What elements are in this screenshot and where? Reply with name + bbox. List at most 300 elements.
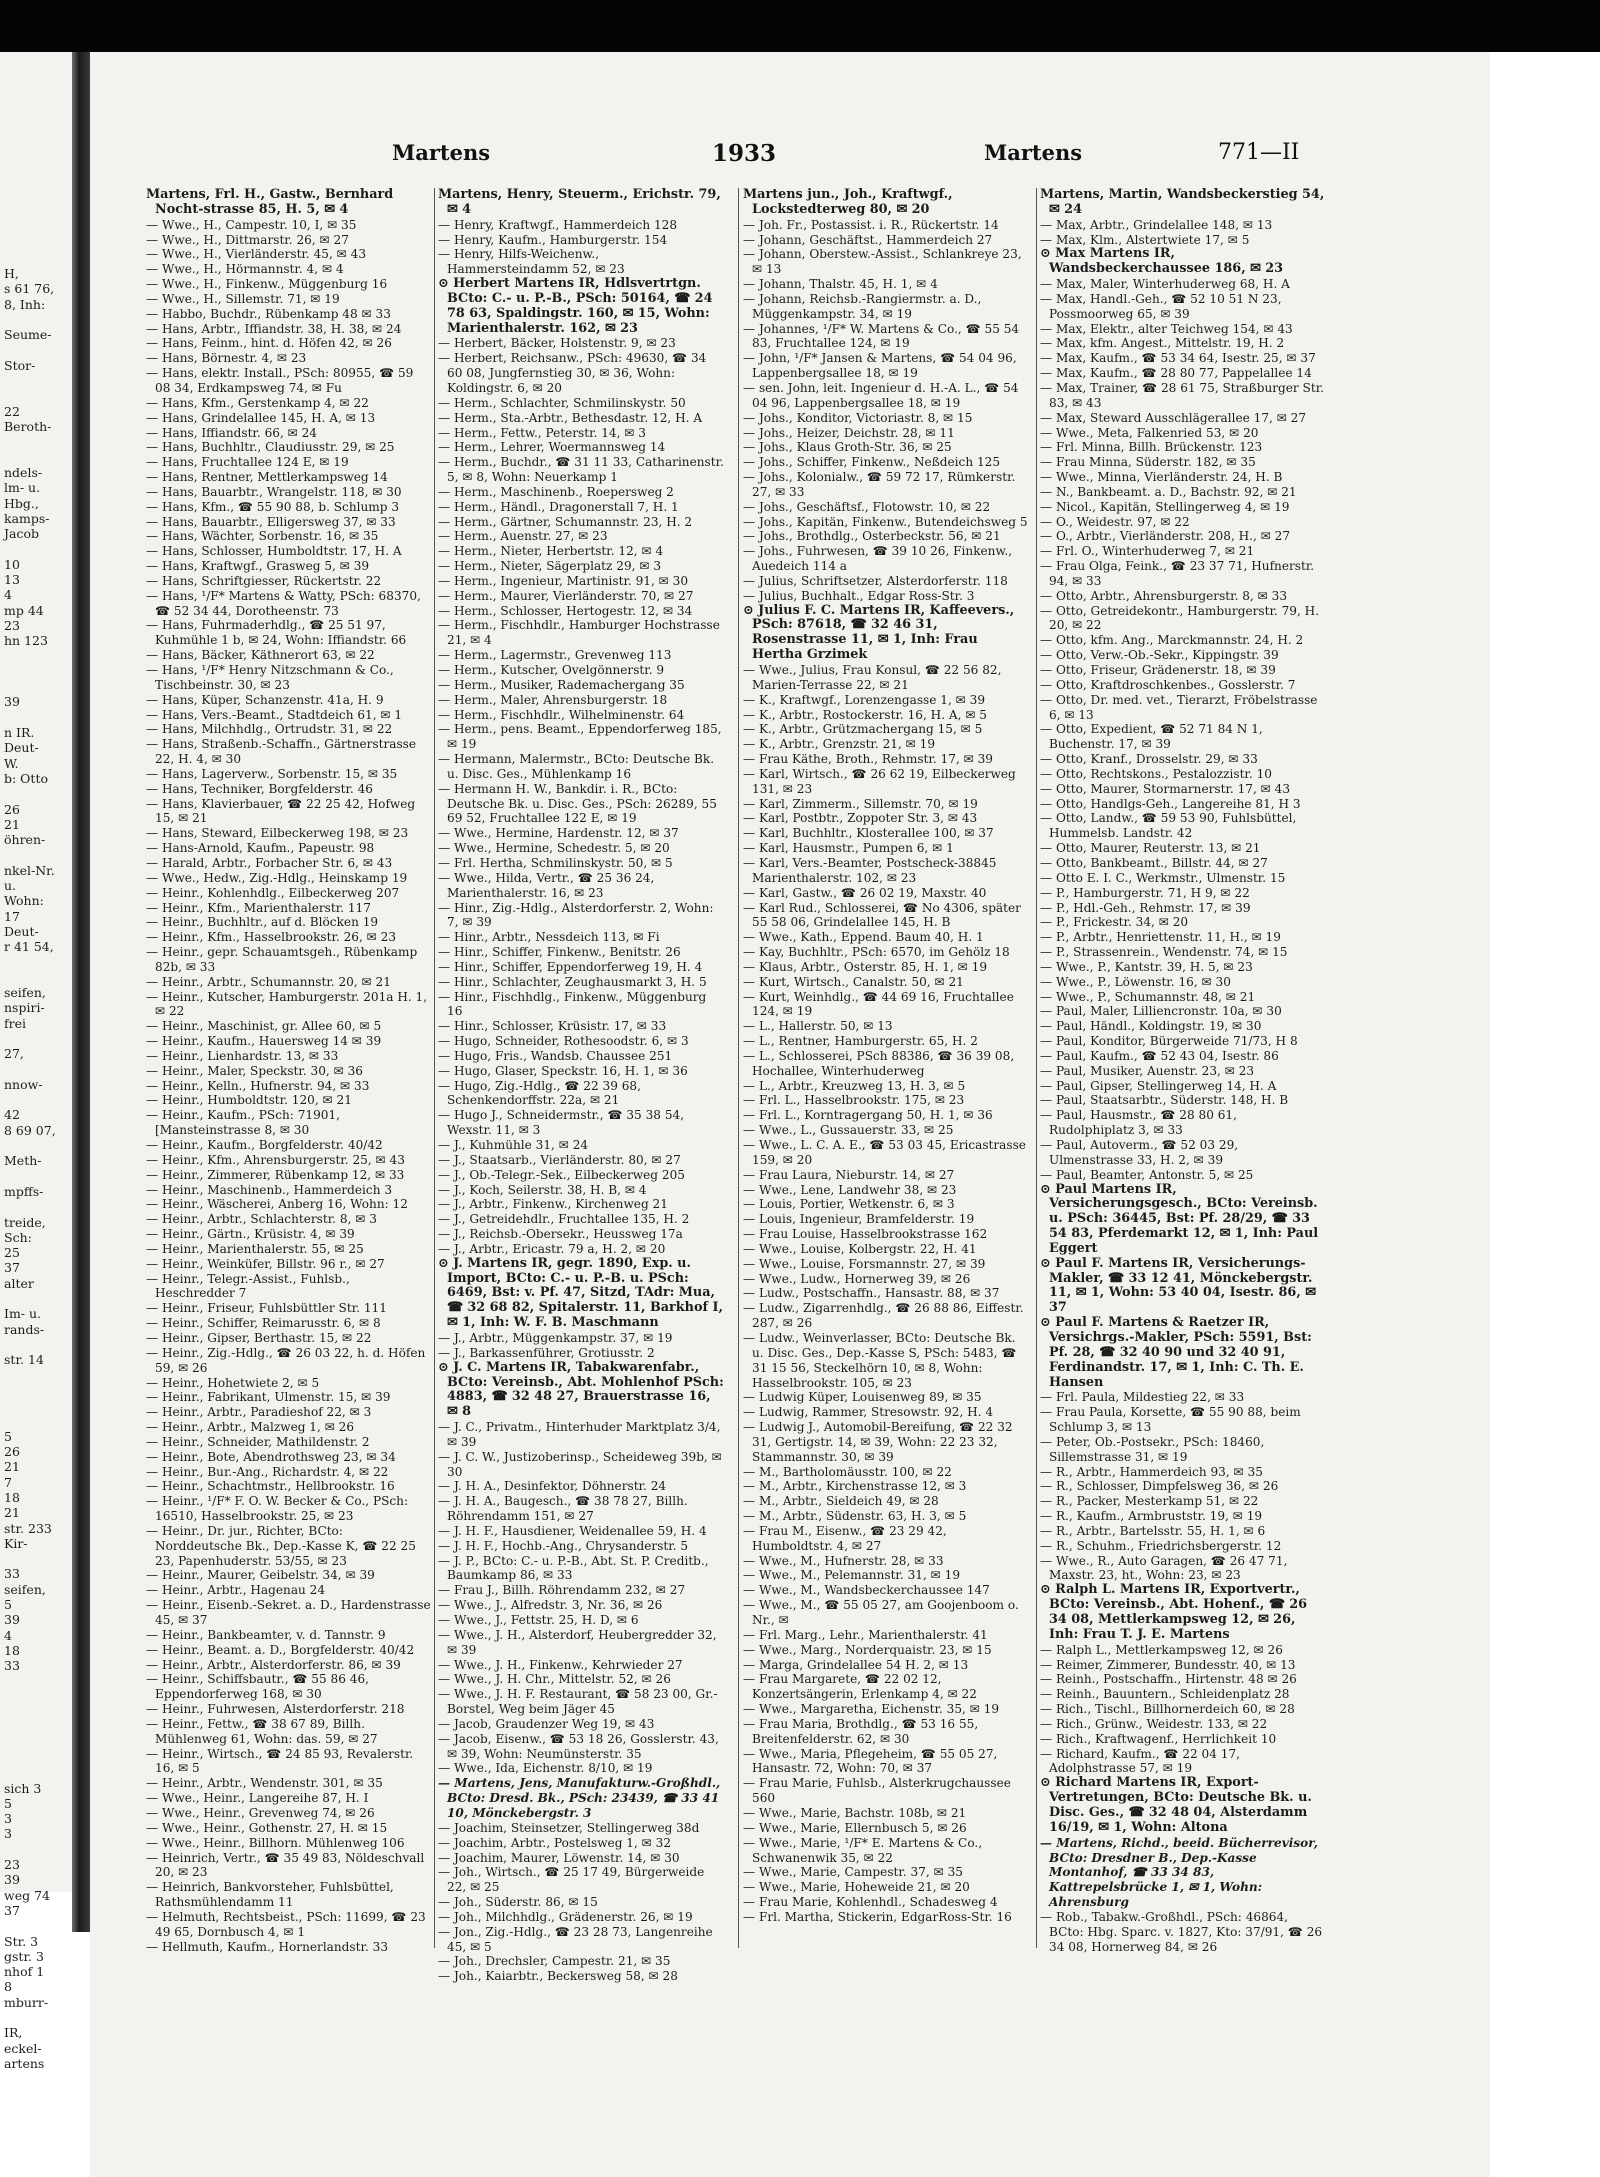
facing-page-text [0,1704,72,1719]
directory-entry: — J., Arbtr., Ericastr. 79 a, H. 2, ✉ 20 [438,1241,666,1256]
directory-entry: — Herbert, Bäcker, Holstenstr. 9, ✉ 23 [438,336,676,351]
facing-page-text [0,159,72,174]
facing-page-text: 23 [4,1857,20,1873]
directory-entry: — Frau Olga, Feink., ☎ 23 37 71, Hufnerstr. 94, ✉ 33 [1040,559,1315,588]
directory-entry: — Hans, Wächter, Sorbenstr. 16, ✉ 35 [146,529,379,544]
directory-entry: — Jacob, Eisenw., ☎ 53 18 26, Gosslerstr. 43, ✉ 39, Wohn: Neumünsterstr. 35 [438,1731,719,1761]
directory-entry: — Herm., Musiker, Rademachergang 35 [438,677,685,692]
directory-entry: — Wwe., Louise, Kolbergstr. 22, H. 41 [743,1241,977,1256]
facing-page-text: mp 44 [4,602,44,618]
directory-entry: — Heinr., Schiffer, Reimarusstr. 6, ✉ 8 [146,1316,381,1331]
directory-entry: — Joachim, Steinsetzer, Stellingerweg 38d [438,1820,700,1835]
facing-page-text [0,1291,72,1306]
directory-entry: — Hans, ¹/F* Henry Nitzschmann & Co., Tischbeinstr. 30, ✉ 23 [146,663,394,692]
directory-entry: — Frl. Minna, Billh. Brückenstr. 123 [1040,440,1263,455]
directory-entry: — Hans, Rentner, Mettlerkampsweg 14 [146,470,388,485]
directory-entry: — Heinr., Kaufm., Borgfelderstr. 40/42 [146,1138,383,1152]
directory-entry: — Frau Minna, Süderstr. 182, ✉ 35 [1040,455,1256,470]
directory-entry: — Hans, Küper, Schanzenstr. 41a, H. 9 [146,692,384,707]
directory-entry: — Wwe., Ludw., Hornerweg 39, ✉ 26 [743,1271,971,1286]
directory-entry: — Herm., Auenstr. 27, ✉ 23 [438,529,608,544]
directory-entry: — Paul, Gipser, Stellingerweg 14, H. A [1040,1078,1277,1093]
directory-entry: — Heinr., Buchhltr., auf d. Blöcken 19 [146,915,379,930]
directory-entry: — Max, Handl.-Geh., ☎ 52 10 51 N 23, Possmoorweg 65, ✉ 39 [1040,291,1282,321]
facing-page-text: str. 233 [4,1520,52,1536]
facing-page-fragment [0,52,72,2071]
directory-entry: — Karl, Gastw., ☎ 26 02 19, Maxstr. 40 [743,885,987,900]
directory-entry: — Frau Marie, Kohlenhdl., Schadesweg 4 [743,1895,998,1910]
directory-entry: — K., Arbtr., Grützmachergang 15, ✉ 5 [743,722,983,737]
directory-entry: — Wwe., H., Campestr. 10, I, ✉ 35 [146,217,357,232]
facing-page-text [0,1337,72,1352]
facing-page-text: rands- [4,1321,45,1337]
directory-entry: — Hugo, Glaser, Speckstr. 16, H. 1, ✉ 36 [438,1063,688,1078]
directory-entry: — Wwe., H., Dittmarstr. 26, ✉ 27 [146,232,349,247]
directory-entry: — Ludw., Zigarrenhdlg., ☎ 26 88 86, Eiffestr. 287, ✉ 26 [743,1301,1024,1331]
facing-page-text: Deut- [4,923,39,939]
directory-entry: — Joh., Süderstr. 86, ✉ 15 [438,1895,598,1910]
directory-entry: — L., Arbtr., Kreuzweg 13, H. 3, ✉ 5 [743,1078,966,1093]
page-number: 771—II [1218,140,1300,165]
facing-page-text [0,190,72,205]
directory-entry: — J., Koch, Seilerstr. 38, H. B, ✉ 4 [438,1182,647,1197]
column-2 [438,187,724,1984]
directory-entry: — Reinh., Bauuntern., Schleidenplatz 28 [1040,1687,1290,1702]
directory-entry: — Hans, Vers.-Beamt., Stadtdeich 61, ✉ 1 [146,707,403,722]
directory-entry: — J. P., BCto: C.- u. P.-B., Abt. St. P. Creditb., Baumkamp 86, ✉ 33 [438,1553,709,1583]
directory-entry: — Heinr., Kaufm., PSch: 71901, [Mansteinstrasse 8, ✉ 30 [146,1108,341,1138]
directory-entry: ⊙ Paul F. Martens & Raetzer IR, Versichrgs.-Makler, PSch: 5591, Bst: Pf. 28, ☎ 32 40 90 und 32 40 91, Ferdinandstr. 17, ✉ 1, Inh: C. Th. E. Hansen [1040,1315,1312,1390]
directory-entry: — Habbo, Buchdr., Rübenkamp 48 ✉ 33 [146,306,391,321]
directory-entry: — Johs., Brothdlg., Osterbeckstr. 56, ✉ 21 [743,529,1001,544]
facing-page-text [0,542,72,557]
directory-entry: — O., Arbtr., Vierländerstr. 208, H., ✉ 27 [1040,529,1291,544]
directory-entry: — Heinr., Hohetwiete 2, ✉ 5 [146,1375,320,1390]
directory-entry: — Herm., Schlosser, Hertogestr. 12, ✉ 34 [438,603,693,618]
facing-page-text: 10 [4,556,20,572]
directory-entry: — Ludwig J., Automobil-Bereifung, ☎ 22 32 31, Gertigstr. 14, ✉ 39, Wohn: 22 23 32, Stammannstr. 30, ✉ 39 [743,1420,1013,1464]
directory-entry: — Johs., Geschäftsf., Flotowstr. 10, ✉ 22 [743,499,991,514]
directory-entry: — Hugo, Zig.-Hdlg., ☎ 22 39 68, Schenkendorffstr. 22a, ✉ 21 [438,1078,641,1108]
facing-page-text [0,1138,72,1153]
directory-entry: — Frau Maria, Brothdlg., ☎ 53 16 55, Breitenfelderstr. 62, ✉ 30 [743,1716,979,1746]
directory-entry: — Heinr., Schiffsbautr., ☎ 55 86 46, Eppendorferweg 168, ✉ 30 [146,1672,369,1702]
facing-page-text [0,1918,72,1933]
directory-entry: — Wwe., Meta, Falkenried 53, ✉ 20 [1040,425,1259,440]
directory-entry: — Frl. O., Winterhuderweg 7, ✉ 21 [1040,544,1255,559]
directory-entry: — Wwe., P., Schumannstr. 48, ✉ 21 [1040,989,1256,1004]
directory-entry: — Joh. Fr., Postassist. i. R., Rückertstr. 14 [743,217,999,232]
facing-page-text: mburr- [4,1994,49,2010]
directory-entry: — J. H. A., Desinfektor, Döhnerstr. 24 [438,1479,667,1494]
directory-entry: Martens, Henry, Steuerm., Erichstr. 79, ✉ 4 [438,187,721,217]
directory-entry: — K., Kraftwgf., Lorenzengasse 1, ✉ 39 [743,692,986,707]
directory-entry: — R., Kaufm., Armbruststr. 19, ✉ 19 [1040,1509,1263,1524]
facing-page-text: 39 [4,694,20,710]
directory-entry: — Hans, Schlosser, Humboldtstr. 17, H. A [146,544,402,559]
directory-entry: — Rich., Kraftwagenf., Herrlichkeit 10 [1040,1731,1277,1746]
directory-entry: — Heinr., Arbtr., Wendenstr. 301, ✉ 35 [146,1776,383,1791]
directory-entry: — L., Rentner, Hamburgerstr. 65, H. 2 [743,1034,978,1049]
facing-page-text: Beroth- [4,419,52,435]
directory-entry: — Hinr., Schiffer, Finkenw., Benitstr. 26 [438,945,681,960]
directory-entry: — Kurt, Weinhdlg., ☎ 44 69 16, Fruchtallee 124, ✉ 19 [743,989,1014,1019]
directory-entry: — Johann, Oberstew.-Assist., Schlankreye 23, ✉ 13 [743,247,1022,277]
directory-entry: — Hans, Kfm., Gerstenkamp 4, ✉ 22 [146,395,369,410]
column-rule [1036,188,1037,1948]
directory-entry: — Herm., Gärtner, Schumannstr. 23, H. 2 [438,514,693,529]
directory-entry: Martens jun., Joh., Kraftwgf., Lockstedterweg 80, ✉ 20 [743,187,953,217]
directory-entry: — Karl Rud., Schlosserei, ☎ No 4306, später 55 58 06, Grindelallee 145, H. B [743,900,1021,930]
directory-entry: — Jon., Zig.-Hdlg., ☎ 23 28 73, Langenreihe 45, ✉ 5 [438,1924,713,1954]
facing-page-text: 8, Inh: [4,296,46,312]
directory-entry: — Heinr., ¹/F* F. O. W. Becker & Co., PSch: 16510, Hasselbrookstr. 25, ✉ 23 [146,1494,409,1524]
facing-page-text: alter [4,1275,34,1291]
directory-entry: — Heinr., Kfm., Marienthalerstr. 117 [146,900,371,915]
directory-entry: — Wwe., M., ☎ 55 05 27, am Goojenboom o. Nr., ✉ [743,1598,1019,1627]
directory-entry: — Paul, Konditor, Bürgerweide 71/73, H 8 [1040,1034,1298,1049]
facing-page-text: 4 [4,587,12,603]
directory-entry: — Otto, Handlgs-Geh., Langereihe 81, H 3 [1040,796,1301,811]
directory-entry: — Frau M., Eisenw., ☎ 23 29 42, Humboldtstr. 4, ✉ 27 [743,1523,947,1553]
directory-entry: — Herm., Schlachter, Schmilinskystr. 50 [438,395,686,410]
directory-entry: — Heinr., Kaufm., Hauersweg 14 ✉ 39 [146,1034,382,1049]
directory-entry: — Hans, Fuhrmaderhdlg., ☎ 25 51 97, Kuhmühle 1 b, ✉ 24, Wohn: Iffiandstr. 66 [146,618,407,648]
page-header [392,140,1312,170]
facing-page-text [0,1551,72,1566]
directory-entry: Martens, Frl. H., Gastw., Bernhard Nocht-strasse 85, H. 5, ✉ 4 [146,187,394,217]
directory-entry: — Otto, Bankbeamt., Billstr. 44, ✉ 27 [1040,855,1268,870]
directory-entry: — J. H. F., Hochb.-Ang., Chrysanderstr. 5 [438,1538,689,1553]
directory-entry: — Heinr., Kelln., Hufnerstr. 94, ✉ 33 [146,1078,370,1093]
facing-page-text [0,220,72,235]
directory-entry: — Hans, Kraftwgf., Grasweg 5, ✉ 39 [146,559,370,574]
directory-entry: ⊙ Herbert Martens IR, Hdlsvertrtgn. BCto: C.- u. P.-B., PSch: 50164, ☎ 24 78 63, Spaldingstr. 160, ✉ 15, Wohn: Marienthalerstr. 162, ✉ 23 [438,276,713,336]
directory-entry: — M., Arbtr., Südenstr. 63, H. 3, ✉ 5 [743,1509,967,1524]
directory-entry: — Heinr., Bote, Abendrothsweg 23, ✉ 34 [146,1449,396,1464]
directory-entry: — Heinr., Dr. jur., Richter, BCto: Norddeutsche Bk., Dep.-Kasse K, ☎ 22 25 23, Papenhuderstr. 53/55, ✉ 23 [146,1523,416,1568]
directory-entry: — Rich., Grünw., Weidestr. 133, ✉ 22 [1040,1716,1268,1731]
directory-entry: — Karl, Vers.-Beamter, Postscheck-38845 Marienthalerstr. 102, ✉ 23 [743,855,997,885]
directory-entry: — Frl. Marg., Lehr., Marienthalerstr. 41 [743,1627,988,1642]
facing-page-text: n IR. [4,725,35,741]
directory-entry: — Frau Margarete, ☎ 22 02 12, Konzertsängerin, Erlenkamp 4, ✉ 22 [743,1672,977,1702]
directory-entry: — Heinr., Maschinist, gr. Allee 60, ✉ 5 [146,1019,382,1034]
facing-page-text: öhren- [4,832,46,848]
directory-entry: — Hans, elektr. Install., PSch: 80955, ☎ 59 08 34, Erdkampsweg 74, ✉ Fu [146,366,414,395]
facing-page-text: 27, [4,1046,24,1062]
facing-page-text: Str. 3 [4,1933,39,1949]
directory-entry: — Marga, Grindelallee 54 H. 2, ✉ 13 [743,1657,969,1672]
directory-entry: — Frau Marie, Fuhlsb., Alsterkrugchaussee 560 [743,1776,1011,1806]
directory-entry: — Heinr., Wirtsch., ☎ 24 85 93, Revalerstr. 16, ✉ 5 [146,1746,414,1776]
directory-entry: — Wwe., J. H., Alsterdorf, Heubergredder 32, ✉ 39 [438,1627,717,1657]
facing-page-text: artens [4,2055,45,2071]
directory-entry: — Wwe., Heinr., Langereihe 87, H. I [146,1791,369,1806]
directory-entry: — Reinh., Postschaffn., Hirtenstr. 48 ✉ 26 [1040,1672,1297,1687]
facing-page-text [0,1689,72,1704]
facing-page-text: 5 [4,1795,12,1811]
facing-page-text [0,312,72,327]
directory-entry: — J., Arbtr., Finkenw., Kirchenweg 21 [438,1197,668,1212]
directory-entry: — Henry, Hilfs-Weichenw., Hammersteindamm 52, ✉ 23 [438,247,625,277]
facing-page-text [0,970,72,985]
directory-entry: — J. C., Privatm., Hinterhuder Marktplatz 3/4, ✉ 39 [438,1420,721,1449]
facing-page-text: gstr. 3 [4,1948,44,1964]
directory-entry: — Peter, Ob.-Postsekr., PSch: 18460, Sillemstrasse 31, ✉ 19 [1040,1434,1265,1464]
directory-entry: — Heinr., Telegr.-Assist., Fuhlsb., Heschredder 7 [146,1271,350,1301]
facing-page-text [0,1398,72,1413]
directory-entry: — Max, kfm. Angest., Mittelstr. 19, H. 2 [1040,336,1285,351]
facing-page-text [0,389,72,404]
directory-entry: ⊙ Richard Martens IR, Export-Vertretungen, BCto: Deutsche Bk. u. Disc. Ges., ☎ 32 48 04, Alsterdamm 16/19, ✉ 1, Wohn: Altona [1040,1775,1312,1835]
directory-entry: — Paul, Musiker, Auenstr. 23, ✉ 23 [1040,1063,1255,1078]
directory-entry: — Hinr., Fischhdlg., Finkenw., Müggenburg 16 [438,989,707,1019]
facing-page-text: 18 [4,1642,20,1658]
directory-entry: — Hans, ¹/F* Martens & Watty, PSch: 68370, ☎ 52 34 44, Dorotheenstr. 73 [146,588,421,618]
directory-entry: — R., Arbtr., Hammerdeich 93, ✉ 35 [1040,1464,1263,1479]
facing-page-text: 17 [4,908,20,924]
facing-page-text: b: Otto [4,770,49,786]
facing-page-text [0,98,72,113]
directory-entry: — Herm., Nieter, Sägerplatz 29, ✉ 3 [438,559,662,574]
facing-page-text [0,1199,72,1214]
directory-entry: — Rich., Tischl., Billhornerdeich 60, ✉ 28 [1040,1702,1295,1717]
facing-page-text: Kir- [4,1535,28,1551]
directory-entry: — Otto, Kranf., Drosselstr. 29, ✉ 33 [1040,752,1258,767]
directory-entry: — Herm., Maschinenb., Roepersweg 2 [438,484,674,499]
directory-entry: — Heinrich, Bankvorsteher, Fuhlsbüttel, Rathsmühlendamm 11 [146,1880,394,1910]
directory-entry: — John, ¹/F* Jansen & Martens, ☎ 54 04 96, Lappenbergsallee 18, ✉ 19 [743,351,1017,381]
facing-page-text: 33 [4,1566,20,1582]
directory-entry: — Joh., Milchhdlg., Grädenerstr. 26, ✉ 19 [438,1909,693,1924]
facing-page-text [0,343,72,358]
directory-entry: — Wwe., Lene, Landwehr 38, ✉ 23 [743,1182,957,1197]
directory-entry: — Heinr., Bankbeamter, v. d. Tannstr. 9 [146,1627,386,1642]
facing-page-text: Deut- [4,740,39,756]
directory-entry: — Hinr., Schlosser, Krüsistr. 17, ✉ 33 [438,1019,667,1034]
directory-entry: — J., Kuhmühle 31, ✉ 24 [438,1138,589,1152]
facing-page-text [0,113,72,128]
directory-entry: — Herm., Kutscher, Ovelgönnerstr. 9 [438,663,665,677]
directory-entry: — Hans, Techniker, Borgfelderstr. 46 [146,781,373,796]
facing-page-text: Hbg., [4,495,39,511]
directory-entry: — Wwe., Marie, Campestr. 37, ✉ 35 [743,1865,963,1880]
directory-entry: — Wwe., J. H., Finkenw., Kehrwieder 27 [438,1657,683,1672]
directory-entry: — Wwe., Minna, Vierländerstr. 24, H. B [1040,470,1283,485]
directory-entry: — Hans, Bäcker, Käthnerort 63, ✉ 22 [146,648,375,663]
directory-entry: — P., Hamburgerstr. 71, H 9, ✉ 22 [1040,885,1250,900]
directory-entry: — Otto, Maurer, Stormarnerstr. 17, ✉ 43 [1040,781,1291,796]
directory-entry: — Johs., Fuhrwesen, ☎ 39 10 26, Finkenw., Auedeich 114 a [743,544,1013,574]
directory-entry: — Wwe., H., Hörmannstr. 4, ✉ 4 [146,262,344,277]
directory-entry: — Louis, Portier, Wetkenstr. 6, ✉ 3 [743,1197,955,1212]
directory-entry: — Wwe., M., Wandsbeckerchaussee 147 [743,1583,990,1598]
directory-entry: — Hans, Bauarbtr., Elligersweg 37, ✉ 33 [146,514,396,529]
directory-entry: — Heinr., gepr. Schauamtsgeh., Rübenkamp 82b, ✉ 33 [146,945,418,974]
directory-entry: — J., Staatsarb., Vierländerstr. 80, ✉ 27 [438,1152,681,1167]
facing-page-text: 8 [4,1979,12,1995]
facing-page-text [0,1735,72,1750]
facing-page-text [0,2010,72,2025]
directory-entry: — Heinr., Arbtr., Schlachterstr. 8, ✉ 3 [146,1212,377,1227]
facing-page-text [0,128,72,143]
directory-entry: — Otto, Dr. med. vet., Tierarzt, Fröbelstrasse 6, ✉ 13 [1040,692,1318,722]
directory-entry: — Karl, Postbtr., Zoppoter Str. 3, ✉ 43 [743,811,978,826]
facing-page-text: 39 [4,1872,20,1888]
directory-entry: — P., Strassenrein., Wendenstr. 74, ✉ 15 [1040,945,1288,960]
directory-entry: — Heinr., Gipser, Berthastr. 15, ✉ 22 [146,1330,372,1345]
directory-entry: — Hans, Schriftgiesser, Rückertstr. 22 [146,573,382,588]
facing-page-text [0,1750,72,1765]
directory-entry: — Wwe., H., Sillemstr. 71, ✉ 19 [146,291,340,306]
directory-entry: — J., Reichsb.-Obersekr., Heussweg 17a [438,1227,683,1242]
directory-entry: — Frau Laura, Nieburstr. 14, ✉ 27 [743,1167,955,1182]
directory-entry: — Wwe., L., Gussauerstr. 33, ✉ 25 [743,1123,954,1138]
directory-entry: — Heinr., Maschinenb., Hammerdeich 3 [146,1182,393,1197]
directory-entry: ⊙ Paul Martens IR, Versicherungsgesch., BCto: Vereinsb. u. PSch: 36445, Bst: Pf. 28/29, ☎ 33 54 83, Pferdemarkt 12, ✉ 1, Inh: Paul Eggert [1040,1181,1319,1256]
directory-entry: — Hans, Milchhdlg., Ortrudstr. 31, ✉ 22 [146,722,393,737]
directory-entry: — N., Bankbeamt. a. D., Bachstr. 92, ✉ 21 [1040,484,1297,499]
facing-page-text [0,373,72,388]
facing-page-text: 33 [4,1658,20,1674]
directory-entry: — Wwe., H., Vierländerstr. 45, ✉ 43 [146,247,367,262]
facing-page-text [0,1169,72,1184]
facing-page-text: 21 [4,1459,20,1475]
directory-entry: — Herbert, Reichsanw., PSch: 49630, ☎ 34 60 08, Jungfernstieg 30, ✉ 36, Wohn: Koldingstr. 6, ✉ 20 [438,351,707,395]
directory-entry: — Ludw., Postschaffn., Hansastr. 88, ✉ 37 [743,1286,1000,1301]
directory-entry: — Wwe., Heinr., Billhorn. Mühlenweg 106 [146,1835,405,1850]
directory-entry: — Heinr., Arbtr., Paradieshof 22, ✉ 3 [146,1405,372,1420]
facing-page-text: IR, [4,2025,23,2041]
scan-border [0,0,1600,52]
directory-entry: — Johs., Schiffer, Finkenw., Neßdeich 125 [743,455,1001,470]
facing-page-text [0,664,72,679]
facing-page-text: seifen, [4,985,46,1001]
directory-entry: — Otto, Arbtr., Ahrensburgerstr. 8, ✉ 33 [1040,588,1288,603]
facing-page-text [0,450,72,465]
directory-entry: — Wwe., Marie, Bachstr. 108b, ✉ 21 [743,1805,967,1820]
directory-entry: — Johs., Kapitän, Finkenw., Butendeichsweg 5 [743,514,1028,529]
directory-entry: — Johannes, ¹/F* W. Martens & Co., ☎ 55 54 83, Fruchtallee 124, ✉ 19 [743,321,1020,351]
directory-entry: — Wwe., M., Pelemannstr. 31, ✉ 19 [743,1568,961,1583]
directory-entry: — Herm., Ingenieur, Martinistr. 91, ✉ 30 [438,573,689,588]
facing-page-text: Wohn: [4,893,44,909]
directory-entry: — Karl, Hausmstr., Pumpen 6, ✉ 1 [743,841,954,856]
directory-entry: — Heinr., Beamt. a. D., Borgfelderstr. 40/42 [146,1642,415,1657]
facing-page-text: 22 [4,403,20,419]
directory-entry: — Johann, Reichsb.-Rangiermstr. a. D., Müggenkampstr. 34, ✉ 19 [743,291,982,321]
directory-entry: — Hans, Börnestr. 4, ✉ 23 [146,351,307,366]
directory-entry: — Hans, Buchhltr., Claudiusstr. 29, ✉ 25 [146,440,395,455]
directory-entry: — Wwe., J. H. F. Restaurant, ☎ 58 23 00, Gr.-Borstel, Weg beim Jäger 45 [438,1687,718,1717]
directory-entry: — Wwe., Hermine, Hardenstr. 12, ✉ 37 [438,826,679,841]
facing-page-text [0,955,72,970]
facing-page-text: 3 [4,1811,12,1827]
facing-page-text [0,649,72,664]
facing-page-text: kamps- [4,510,50,526]
directory-entry: — Johs., Klaus Groth-Str. 36, ✉ 25 [743,440,952,455]
facing-page-text: W. [4,755,19,771]
directory-entry: — Paul, Staatsarbtr., Süderstr. 148, H. B [1040,1093,1289,1108]
directory-entry: — Herm., Fischhdlr., Wilhelminenstr. 64 [438,707,685,722]
facing-page-text [0,236,72,251]
directory-entry: — Hans-Arnold, Kaufm., Papeustr. 98 [146,841,375,856]
directory-entry: — Richard, Kaufm., ☎ 22 04 17, Adolphstrasse 57, ✉ 19 [1040,1746,1241,1776]
directory-entry: — Frl. L., Korntragergang 50, H. 1, ✉ 36 [743,1108,993,1123]
directory-entry: — Heinr., Zimmerer, Rübenkamp 12, ✉ 33 [146,1167,405,1182]
facing-page-text: 26 [4,801,20,817]
directory-entry: — Hans, Bauarbtr., Wrangelstr. 118, ✉ 30 [146,484,402,499]
directory-entry: — J. H. A., Baugesch., ☎ 38 78 27, Billh. Röhrendamm 151, ✉ 27 [438,1494,688,1524]
column-4 [1040,188,1326,1958]
directory-entry: — Wwe., Marie, Ellernbusch 5, ✉ 26 [743,1820,967,1835]
facing-page-text: Stor- [4,357,36,373]
directory-entry: — J., Getreidehdlr., Fruchtallee 135, H. 2 [438,1212,690,1227]
directory-entry: — Kay, Buchhltr., PSch: 6570, im Gehölz 18 [743,945,1010,960]
directory-entry: — Julius, Buchhalt., Edgar Ross-Str. 3 [743,588,975,603]
directory-entry: — Johs., Heizer, Deichstr. 28, ✉ 11 [743,425,955,440]
directory-entry: — Max, Klm., Alstertwiete 17, ✉ 5 [1040,232,1250,247]
directory-entry: — Herm., Lagermstr., Grevenweg 113 [438,648,672,663]
directory-entry: — Hermann H. W., Bankdir. i. R., BCto: Deutsche Bk. u. Disc. Ges., PSch: 26289, 55 69 52, Fruchtallee 122 E, ✉ 19 [438,781,717,826]
facing-page-text [0,205,72,220]
facing-page-text: ndels- [4,465,43,481]
directory-entry: — Max, Trainer, ☎ 28 61 75, Straßburger Str. 83, ✉ 43 [1040,380,1324,410]
directory-entry: — Johann, Geschäftst., Hammerdeich 27 [743,232,993,247]
directory-entry: — Joachim, Maurer, Löwenstr. 14, ✉ 30 [438,1850,680,1865]
directory-entry: — Otto, Getreidekontr., Hamburgerstr. 79, H. 20, ✉ 22 [1040,603,1320,633]
directory-entry: — Wwe., Hilda, Vertr., ☎ 25 36 24, Marienthalerstr. 16, ✉ 23 [438,870,655,900]
directory-entry: — J., Arbtr., Müggenkampstr. 37, ✉ 19 [438,1330,673,1345]
directory-entry: — Kurt, Wirtsch., Canalstr. 50, ✉ 21 [743,974,964,989]
facing-page-text: nkel-Nr. [4,862,55,878]
directory-entry: — Jacob, Graudenzer Weg 19, ✉ 43 [438,1716,655,1731]
directory-entry: — Hellmuth, Kaufm., Hornerlandstr. 33 [146,1939,389,1954]
directory-entry: ⊙ J. Martens IR, gegr. 1890, Exp. u. Import, BCto: C.- u. P.-B. u. PSch: 6469, Bst: v. Pf. 47, Sitzd, TAdr: Mua, ☎ 32 68 82, Spitalerstr. 11, Barkhof I, ✉ 1, Inh: W. F. B. Maschmann [438,1255,723,1331]
directory-entry: — Hermann, Malermstr., BCto: Deutsche Bk. u. Disc. Ges., Mühlenkamp 16 [438,752,715,781]
facing-page-text [0,52,72,67]
facing-page-text: hn 123 [4,633,48,649]
directory-entry: — Paul, Beamter, Antonstr. 5, ✉ 25 [1040,1167,1254,1182]
directory-entry: — Frau J., Billh. Röhrendamm 232, ✉ 27 [438,1583,686,1598]
directory-entry: — Wwe., Louise, Forsmannstr. 27, ✉ 39 [743,1256,986,1271]
directory-entry: — Heinr., Weinküfer, Billstr. 96 r., ✉ 27 [146,1256,385,1271]
directory-entry: — Hugo, Fris., Wandsb. Chaussee 251 [438,1048,673,1063]
directory-entry: — Hans, Feinm., hint. d. Höfen 42, ✉ 26 [146,336,392,351]
directory-entry: — Heinr., Humboldtstr. 120, ✉ 21 [146,1093,352,1108]
directory-entry: — Karl, Wirtsch., ☎ 26 62 19, Eilbeckerweg 131, ✉ 23 [743,766,1016,796]
directory-entry: — Herm., Fischhdlr., Hamburger Hochstrasse 21, ✉ 4 [438,618,720,648]
directory-entry: — P., Hdl.-Geh., Rehmstr. 17, ✉ 39 [1040,900,1251,915]
column-rule [738,188,739,1948]
directory-entry: — Herm., Sta.-Arbtr., Bethesdastr. 12, H. A [438,410,703,425]
directory-entry: — Karl, Zimmerm., Sillemstr. 70, ✉ 19 [743,796,978,811]
facing-page-text [0,83,72,98]
directory-entry: — Heinr., Kfm., Ahrensburgerstr. 25, ✉ 43 [146,1152,405,1167]
directory-entry: — Wwe., Marie, Hoheweide 21, ✉ 20 [743,1880,970,1895]
directory-entry: — Heinr., Schneider, Mathildenstr. 2 [146,1434,370,1449]
directory-entry: — Johs., Kolonialw., ☎ 59 72 17, Rümkerstr. 27, ✉ 33 [743,470,1016,499]
directory-entry: — Wwe., M., Hufnerstr. 28, ✉ 33 [743,1553,944,1568]
facing-page-text [0,786,72,801]
directory-entry: — Hinr., Schlachter, Zeughausmarkt 3, H. 5 [438,974,707,989]
facing-page-text [0,144,72,159]
directory-entry: — Heinr., Wäscherei, Anberg 16, Wohn: 12 [146,1197,408,1212]
directory-entry: — Frl. Hertha, Schmilinskystr. 50, ✉ 5 [438,855,673,870]
directory-entry: — Herm., Fettw., Peterstr. 14, ✉ 3 [438,425,646,440]
facing-page-text [0,1092,72,1107]
